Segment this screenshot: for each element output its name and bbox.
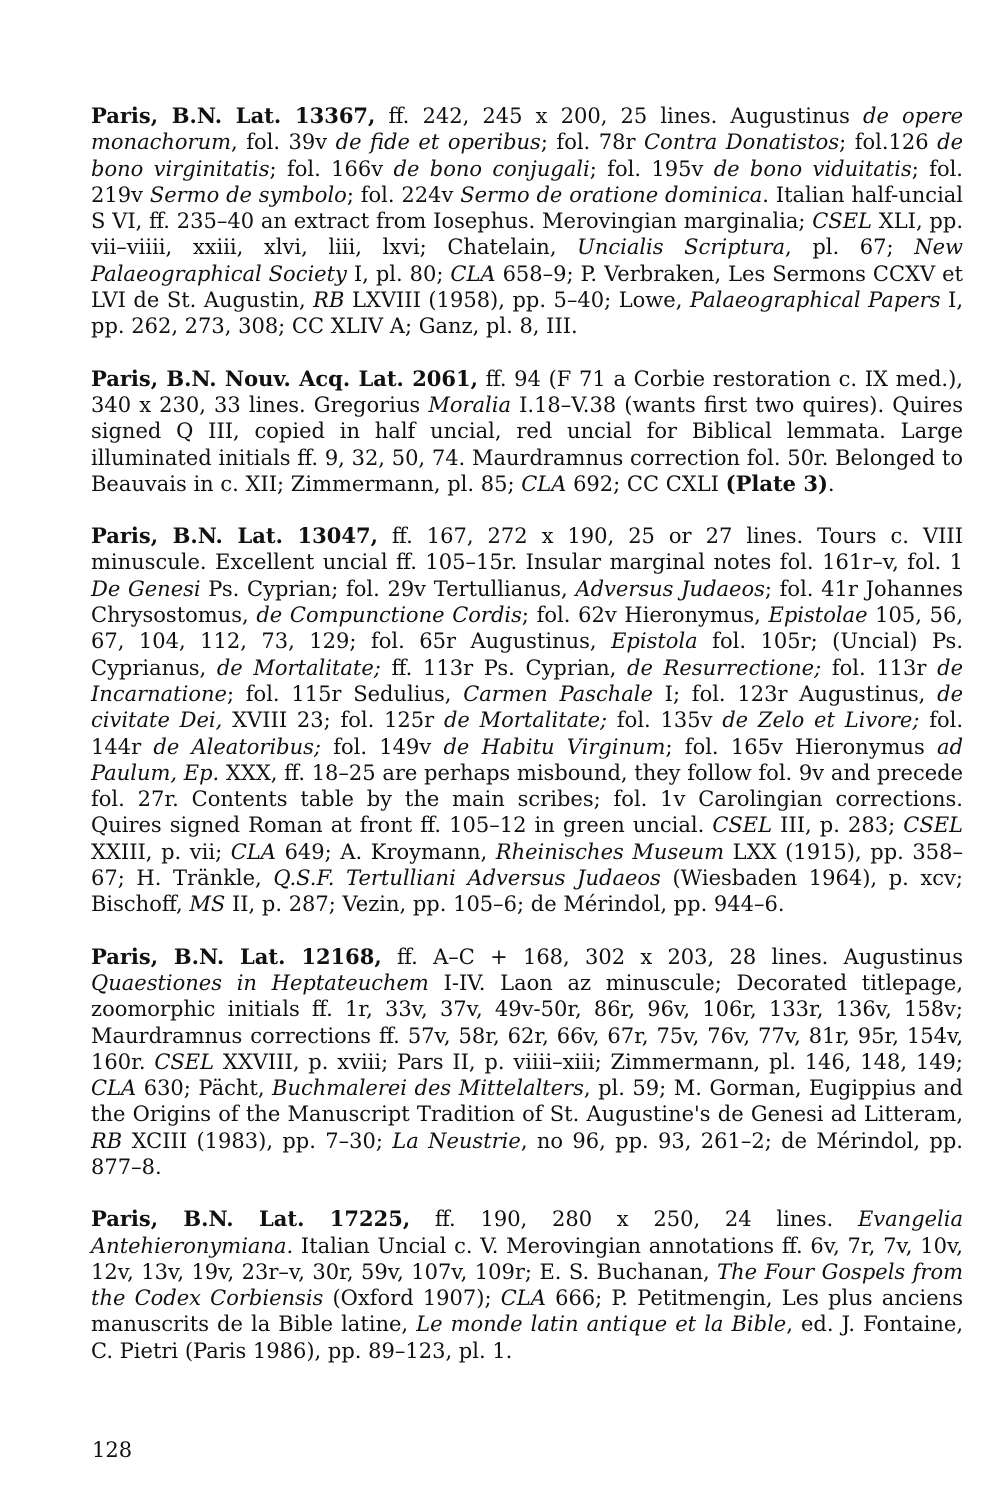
entry-text: ; fol. 195v: [589, 156, 714, 181]
italic-title: Carmen Paschale: [463, 681, 653, 706]
entry-text: Italian Uncial c. V. Merovingian annotations ff. 6v, 7r, 7v, 10v, 12v, 13v, 19v, 23r–v, 30r, 59v, 107v, 109r; E. S. Buchanan,: [91, 1233, 963, 1284]
entry-text: LXX (1915), pp. 358–67; H. Tränkle,: [91, 839, 964, 891]
entry-text: 692; CC CXLI: [566, 471, 726, 496]
catalogue-entry: [91, 523, 963, 917]
entry-text: ff. A–C + 168, 302 x 203, 28 lines. Augustinus: [381, 944, 963, 969]
shelfmark: (Plate 3): [725, 470, 828, 496]
entry-text: , fol. 39v: [231, 130, 336, 155]
italic-title: CSEL: [903, 813, 963, 838]
italic-title: Adversus Judaeos: [575, 576, 765, 601]
entry-text: ; fol. 62v Hieronymus,: [521, 603, 769, 628]
entry-text: ; fol. 224v: [346, 182, 461, 207]
entry-text: XVIII 23; fol. 125r: [222, 708, 444, 733]
entry-text: ; fol. 219v: [91, 156, 963, 207]
entry-text: 105, 56, 67, 104, 112, 73, 129; fol. 65r Augustinus,: [91, 603, 964, 654]
italic-title: RB: [313, 288, 345, 313]
entry-text: , no 96, pp. 93, 261–2; de Mérindol, pp. 877–8.: [91, 1128, 963, 1179]
catalogue-entry: [91, 366, 963, 497]
entry-text: ff. 94 (F 71 a Corbie restoration c. IX med.), 340 x 230, 33 lines. Gregorius: [91, 366, 963, 417]
entry-text: II, p. 287; Vezin, pp. 105–6; de Mérindol, pp. 944–6.: [225, 892, 785, 917]
italic-title: de bono conjugali: [393, 156, 590, 181]
italic-title: Evangelia Antehieronymiana.: [91, 1207, 964, 1258]
italic-title: de Mortalitate;: [443, 708, 608, 733]
italic-title: de Habitu Virginum: [443, 734, 666, 759]
entry-text: , ed. J. Fontaine, C. Pietri (Paris 1986), pp. 89–123, pl. 1.: [91, 1312, 964, 1363]
italic-title: de Resurrectione;: [627, 655, 822, 680]
italic-title: CLA: [230, 839, 276, 864]
entry-text: fol. 105r; (Uncial) Ps. Cyprianus,: [91, 629, 964, 680]
italic-title: Uncialis Scriptura: [577, 235, 786, 260]
entry-text: ; fol. 78r: [540, 130, 645, 155]
italic-title: de fide et operibus: [335, 130, 541, 155]
entry-text: I-IV. Laon az minuscule; Decorated titlepage, zoomorphic initials ff. 1r, 33v, 37v, 49v-50r, 86r, 96v, 106r, 133r, 136v, 158v; Maurdramnus corrections ff. 57v, 58r, 62r, 66v, 67r, 75v, 76v, 77v, 81r, 95r, 154v, 160r.: [91, 970, 963, 1074]
italic-title: MS: [189, 892, 226, 917]
entry-text: III, p. 283;: [772, 813, 904, 838]
entry-text: 658–9; P. Verbraken, Les Sermons CCXV et LVI de St. Augustin,: [91, 261, 963, 313]
italic-title: The Four Gospels from the Codex Corbiensis: [91, 1259, 964, 1311]
entry-text: XLI, pp. vii–viiii, xxiii, xlvi, liii, lxvi; Chatelain,: [91, 209, 963, 260]
italic-title: Quaestiones in Heptateuchem: [91, 970, 429, 995]
entry-text: fol. 149v: [320, 734, 444, 759]
italic-title: de civitate Dei,: [91, 681, 963, 733]
italic-title: de bono viduitatis: [713, 156, 912, 181]
italic-title: CLA: [521, 471, 567, 496]
catalogue-entry: [91, 944, 963, 1181]
italic-title: Epistola: [611, 629, 698, 654]
italic-title: CLA: [450, 261, 496, 286]
italic-title: Buchmalerei des Mittelalters: [272, 1076, 584, 1101]
entry-text: 630; Pächt,: [136, 1076, 273, 1101]
entry-text: 666; P. Petitmengin, Les plus anciens manuscrits de la Bible latine,: [91, 1286, 963, 1337]
italic-title: CSEL: [712, 813, 773, 838]
italic-title: CLA: [500, 1286, 546, 1311]
entry-text: XCIII (1983), pp. 7–30;: [122, 1128, 393, 1153]
entry-text: I; fol. 123r Augustinus,: [652, 681, 938, 706]
italic-title: ad Paulum, Ep.: [91, 734, 964, 785]
entry-text: (Wiesbaden 1964), p. xcv; Bischoff,: [91, 866, 963, 917]
entry-text: fol. 135v: [607, 708, 723, 733]
page-number: 128: [92, 1438, 133, 1462]
italic-title: Sermo de symbolo: [149, 182, 347, 207]
entry-text: XXVIII, p. xviii; Pars II, p. viiii–xiii; Zimmermann, pl. 146, 148, 149;: [214, 1049, 963, 1074]
entry-text: ; fol. 165v Hieronymus: [665, 734, 938, 759]
entry-text: fol. 144r: [91, 708, 964, 759]
italic-title: Sermo de oratione dominica: [460, 182, 763, 207]
italic-title: Le monde latin antique et la Bible: [416, 1312, 787, 1337]
entry-text: ; fol.126: [839, 130, 938, 155]
entry-text: ; fol. 166v: [269, 156, 394, 181]
shelfmark: Paris, B.N. Nouv. Acq. Lat. 2061,: [91, 365, 478, 391]
italic-title: Rheinisches Museum: [495, 839, 725, 864]
entry-text: I, pl. 80;: [346, 261, 451, 286]
entry-text: ff. 242, 245 x 200, 25 lines. Augustinus: [375, 104, 863, 128]
italic-title: CSEL: [812, 209, 872, 234]
italic-title: de Incarnatione: [91, 655, 963, 706]
italic-title: New Palaeographical Society: [91, 235, 963, 286]
italic-title: de Aleatoribus;: [153, 734, 321, 759]
entry-text: I, pp. 262, 273, 308; CC XLIV A; Ganz, pl. 8, III.: [91, 288, 964, 339]
entry-text: XXIII, p. vii;: [91, 839, 231, 864]
entry-text: . Italian half-uncial S VI, ff. 235–40 an extract from Iosephus. Merovingian marginalia;: [91, 182, 964, 234]
entry-text: , pl. 59; M. Gorman, Eugippius and the Origins of the Manuscript Tradition of St. Augustine's de Genesi ad Litteram,: [91, 1076, 963, 1127]
entry-text: , pl. 67;: [785, 235, 915, 260]
shelfmark: Paris, B.N. Lat. 12168,: [91, 943, 382, 969]
entry-text: ; fol. 115r Sedulius,: [226, 681, 464, 706]
entry-text: .: [827, 471, 835, 496]
italic-title: De Genesi: [91, 576, 201, 601]
entry-text: ; fol. 41r Johannes Chrysostomus,: [91, 576, 963, 628]
italic-title: La Neustrie: [392, 1128, 521, 1153]
italic-title: de opere monachorum: [91, 104, 964, 155]
italic-title: Epistolae: [768, 603, 868, 628]
entry-text: Ps. Cyprian; fol. 29v Tertullianus,: [200, 576, 576, 601]
catalogue-entry: [91, 1206, 963, 1364]
entry-text: ff. 113r Ps. Cyprian,: [380, 655, 628, 680]
catalogue-page: [91, 103, 963, 1390]
shelfmark: Paris, B.N. Lat. 13047,: [91, 523, 378, 549]
italic-title: CSEL: [154, 1049, 215, 1074]
entry-text: ff. 167, 272 x 190, 25 or 27 lines. Tours c. VIII minuscule. Excellent uncial ff. 105–15r. Insular marginal notes fol. 161r–v, fol. 1: [91, 524, 964, 575]
italic-title: de Mortalitate;: [216, 655, 381, 680]
entry-text: fol. 113r: [821, 655, 938, 680]
italic-title: RB: [91, 1128, 123, 1153]
shelfmark: Paris, B.N. Lat. 13367,: [91, 103, 376, 128]
entry-text: LXVIII (1958), pp. 5–40; Lowe,: [344, 288, 690, 313]
italic-title: Contra Donatistos: [644, 130, 840, 155]
italic-title: Moralia: [428, 392, 511, 417]
entry-text: XXX, ff. 18–25 are perhaps misbound, they follow fol. 9v and precede fol. 27r. Contents table by the main scribes; fol. 1v Carolingian corrections. Quires signed Roman at front ff. 105–12 in green uncial.: [91, 760, 963, 838]
shelfmark: Paris, B.N. Lat. 17225,: [91, 1206, 411, 1232]
italic-title: de bono virginitatis: [91, 130, 963, 181]
catalogue-entry: [91, 103, 963, 340]
italic-title: de Compunctione Cordis: [256, 603, 522, 628]
entry-text: I.18–V.38 (wants first two quires). Quires signed Q III, copied in half uncial, red uncial for Biblical lemmata. Large illuminated initials ff. 9, 32, 50, 74. Maurdramnus correction fol. 50r. Belonged to Beauvais in c. XII; Zimmermann, pl. 85;: [91, 392, 963, 496]
entry-text: 649; A. Kroymann,: [275, 839, 496, 864]
italic-title: CLA: [91, 1076, 137, 1101]
italic-title: Q.S.F. Tertulliani Adversus Judaeos: [273, 866, 661, 891]
entry-text: (Oxford 1907);: [323, 1286, 501, 1311]
italic-title: de Zelo et Livore;: [722, 708, 920, 733]
entry-text: ff. 190, 280 x 250, 24 lines.: [410, 1207, 858, 1232]
italic-title: Palaeographical Papers: [689, 288, 941, 313]
